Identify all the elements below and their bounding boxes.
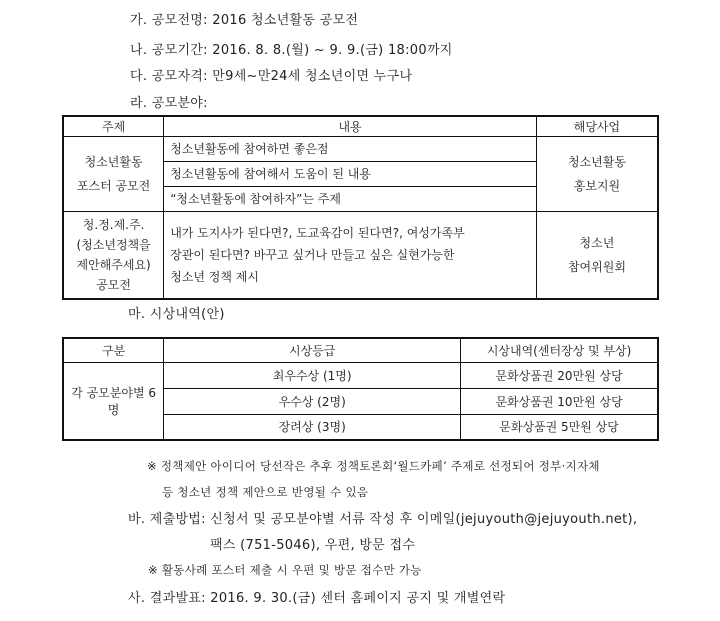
award-prize: 문화상품권 10만원 상당	[461, 388, 658, 414]
award-grade: 우수상 (2명)	[164, 388, 461, 414]
fields-header-program: 해당사업	[536, 116, 658, 136]
awards-header-grade: 시상등급	[164, 338, 461, 362]
note-poster-submission: ※ 활동사례 포스터 제출 시 우편 및 방문 접수만 가능	[148, 563, 422, 577]
program-youth-activity-promo: 청소년활동 홍보지원	[536, 136, 658, 211]
fields-table	[62, 115, 659, 300]
fields-header-content: 내용	[164, 116, 537, 136]
content-item: “청소년활동에 참여하자”는 주제	[164, 186, 537, 211]
content-policy-proposal: 내가 도지사가 된다면?, 도교육감이 된다면?, 여성가족부 장관이 된다면? 바꾸고 싶거나 만들고 싶은 실현가능한 청소년 정책 제시	[164, 211, 537, 299]
award-prize: 문화상품권 5만원 상당	[461, 414, 658, 440]
topic-policy-contest: 청.정.제.주. (청소년정책을 제안해주세요) 공모전	[63, 211, 164, 299]
award-grade: 장려상 (3명)	[164, 414, 461, 440]
item-awards-label: 마. 시상내역(안)	[128, 307, 225, 322]
item-submission-method: 바. 제출방법: 신청서 및 공모분야별 서류 작성 후 이메일(jejuyouth@jejuyouth.net),	[128, 512, 638, 527]
awards-table	[62, 337, 659, 441]
item-contest-name: 가. 공모전명: 2016 청소년활동 공모전	[130, 13, 359, 28]
item-fields-label: 라. 공모분야:	[130, 96, 208, 111]
item-contest-period: 나. 공모기간: 2016. 8. 8.(월) ~ 9. 9.(금) 18:00까지	[130, 43, 453, 58]
note-policy-line1: ※ 정책제안 아이디어 당선작은 추후 정책토론회‘월드카페’ 주제로 선정되어 정부·지자체	[147, 459, 600, 473]
program-youth-committee: 청소년 참여위원회	[536, 211, 658, 299]
award-grade: 최우수상 (1명)	[164, 362, 461, 388]
awards-header-prize: 시상내역(센터장상 및 부상)	[461, 338, 658, 362]
note-policy-line2: 등 청소년 정책 제안으로 반영될 수 있음	[162, 485, 369, 499]
awards-group: 각 공모분야별 6명	[63, 362, 164, 440]
content-item: 청소년활동에 참여하면 좋은점	[164, 136, 537, 161]
awards-header-category: 구분	[63, 338, 164, 362]
item-result-announcement: 사. 결과발표: 2016. 9. 30.(금) 센터 홈페이지 공지 및 개별연락	[128, 591, 506, 606]
fields-header-topic: 주제	[63, 116, 164, 136]
content-item: 청소년활동에 참여해서 도움이 된 내용	[164, 161, 537, 186]
award-prize: 문화상품권 20만원 상당	[461, 362, 658, 388]
topic-poster-contest: 청소년활동 포스터 공모전	[63, 136, 164, 211]
item-eligibility: 다. 공모자격: 만9세~만24세 청소년이면 누구나	[130, 69, 413, 84]
item-submission-method-cont: 팩스 (751-5046), 우편, 방문 접수	[210, 538, 416, 553]
